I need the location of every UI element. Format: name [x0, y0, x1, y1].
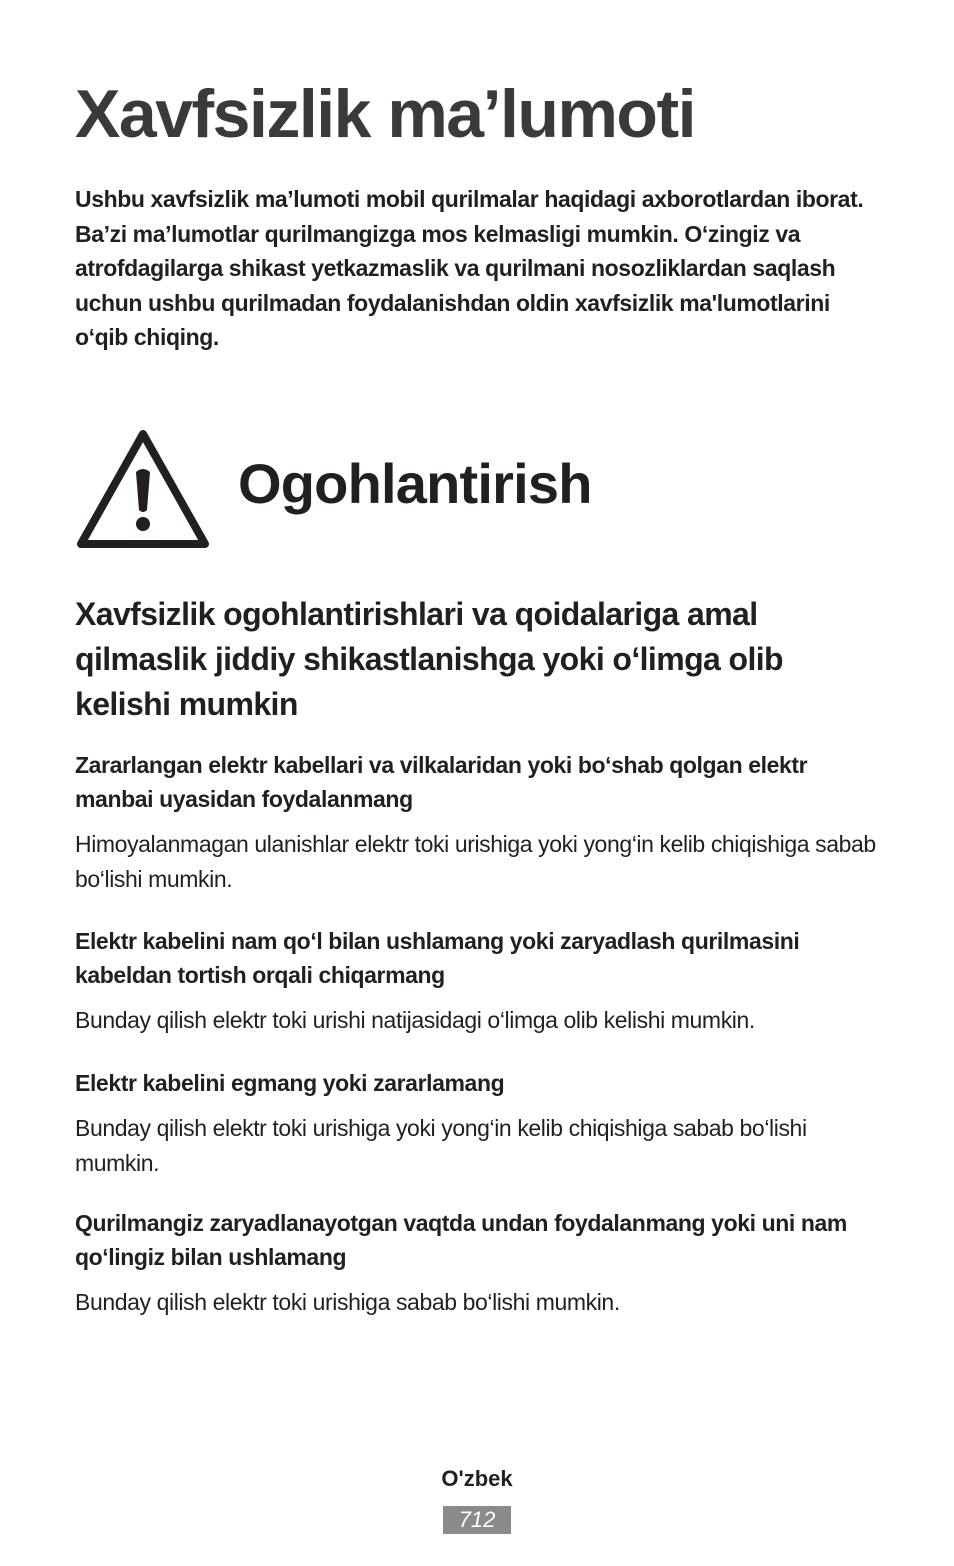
- intro-paragraph: Ushbu xavfsizlik ma’lumoti mobil qurilmalar haqidagi axborotlardan iborat. Ba’zi ma’lumotlar qurilmangizga mos kelmasligi mumkin. O‘zingiz va atrofdagilarga shikast yetkazmaslik va qurilmani nosozliklardan saqlash uchun ushbu qurilmadan foydalanishdan oldin xavfsizlik ma'lumotlarini o‘qib chiqing.: [75, 186, 864, 350]
- warning-title: Ogohlantirish: [238, 452, 592, 515]
- rule-body: Himoyalanmagan ulanishlar elektr toki urishiga yoki yong‘in kelib chiqishiga sabab bo‘lishi mumkin.: [75, 831, 876, 892]
- rule-body: Bunday qilish elektr toki urishiga yoki yong‘in kelib chiqishiga sabab bo‘lishi mumkin.: [75, 1115, 807, 1176]
- rule-heading: Elektr kabelini egmang yoki zararlamang: [75, 1070, 505, 1096]
- warning-triangle-icon: [75, 426, 211, 550]
- warning-header: [75, 426, 592, 550]
- rule-heading: Qurilmangiz zaryadlanayotgan vaqtda undan foydalanmang yoki uni nam qo‘lingiz bilan ushlamang: [75, 1210, 847, 1270]
- page-title: Xavfsizlik ma’lumoti: [75, 76, 695, 152]
- rule-item: [75, 748, 880, 896]
- footer-language: O'zbek: [441, 1466, 513, 1491]
- rule-heading: Zararlangan elektr kabellari va vilkalaridan yoki bo‘shab qolgan elektr manbai uyasidan foydalanmang: [75, 752, 808, 812]
- rule-body: Bunday qilish elektr toki urishi natijasidagi o‘limga olib kelishi mumkin.: [75, 1007, 755, 1033]
- rule-heading: Elektr kabelini nam qo‘l bilan ushlamang yoki zaryadlash qurilmasini kabeldan tortish orqali chiqarmang: [75, 928, 800, 988]
- rule-item: [75, 1066, 880, 1180]
- rule-body: Bunday qilish elektr toki urishiga sabab bo‘lishi mumkin.: [75, 1289, 620, 1315]
- page-number: 712: [443, 1506, 511, 1534]
- rule-item: [75, 1206, 880, 1320]
- rule-item: [75, 924, 880, 1038]
- warning-lead: Xavfsizlik ogohlantirishlari va qoidalariga amal qilmaslik jiddiy shikastlanishga yoki o‘limga olib kelishi mumkin: [75, 596, 783, 722]
